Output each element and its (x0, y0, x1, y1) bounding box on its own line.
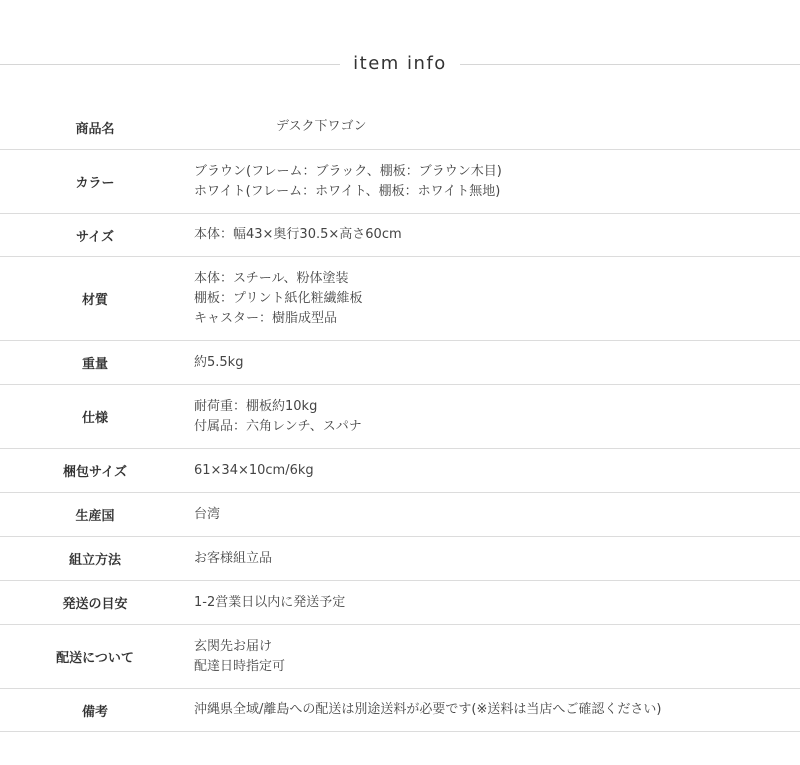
row-label: 組立方法 (68, 553, 121, 568)
value-line: ホワイト(フレーム：ホワイト、棚板：ホワイト無地) (194, 183, 501, 199)
row-label: 備考 (81, 704, 108, 720)
spec-row-color (0, 150, 800, 214)
item-info-table (0, 105, 800, 732)
value-line: 1-2営業日以内に発送予定 (194, 594, 346, 610)
value-line: 台湾 (194, 506, 221, 522)
row-value (190, 117, 800, 137)
value-line: 玄関先お届け (194, 638, 273, 654)
section-header (0, 51, 800, 77)
value-line: 配達日時指定可 (194, 658, 286, 674)
value-line: 約5.5kg (194, 354, 244, 370)
value-line: ブラウン(フレーム：ブラック、棚板：ブラウン木目) (194, 163, 502, 179)
row-label: 重量 (81, 357, 108, 372)
spec-row-specs (0, 385, 800, 449)
row-value (190, 162, 800, 202)
spec-row-delivery (0, 625, 800, 689)
row-label: サイズ (76, 229, 114, 245)
spec-row-weight (0, 341, 800, 385)
spec-row-shipping-estimate (0, 581, 800, 625)
row-label: 配送について (56, 651, 134, 666)
row-value (190, 225, 800, 245)
spec-row-product-name (0, 105, 800, 150)
value-line: お客様組立品 (194, 550, 273, 566)
row-value (190, 397, 800, 437)
row-label: カラー (75, 176, 115, 191)
row-label: 発送の目安 (62, 597, 128, 612)
row-value (190, 637, 800, 677)
row-label: 材質 (81, 293, 108, 308)
value-line: 本体：スチール、粉体塗装 (194, 270, 349, 286)
row-label: 生産国 (75, 509, 115, 524)
spec-row-size (0, 214, 800, 257)
spec-row-origin (0, 493, 800, 537)
header-divider-left (0, 64, 340, 65)
row-value (190, 549, 800, 569)
value-line: 沖縄県全域/離島への配送は別途送料が必要です(※送料は当店へご確認ください) (194, 702, 662, 717)
value-line: キャスター：樹脂成型品 (194, 310, 338, 326)
row-value (190, 505, 800, 525)
row-value (190, 269, 800, 329)
value-line: 耐荷重：棚板約10kg (194, 398, 318, 414)
row-value (190, 593, 800, 613)
row-label: 商品名 (75, 121, 115, 137)
row-value (190, 353, 800, 373)
row-value (190, 461, 800, 481)
value-line: 付属品：六角レンチ、スパナ (194, 418, 362, 434)
value-line: 61×34×10cm/6kg (194, 462, 314, 478)
spec-row-material (0, 257, 800, 341)
value-line: 本体：幅43×奥行30.5×高さ60cm (194, 227, 402, 242)
row-value (190, 700, 800, 720)
header-divider-right (460, 64, 800, 65)
value-line: デスク下ワゴン (276, 119, 367, 134)
row-label: 梱包サイズ (63, 465, 127, 480)
row-label: 仕様 (81, 411, 108, 426)
spec-row-package-size (0, 449, 800, 493)
spec-row-assembly (0, 537, 800, 581)
value-line: 棚板：プリント紙化粧繊維板 (194, 290, 363, 306)
section-title: item info (353, 53, 447, 74)
spec-row-notes (0, 689, 800, 732)
